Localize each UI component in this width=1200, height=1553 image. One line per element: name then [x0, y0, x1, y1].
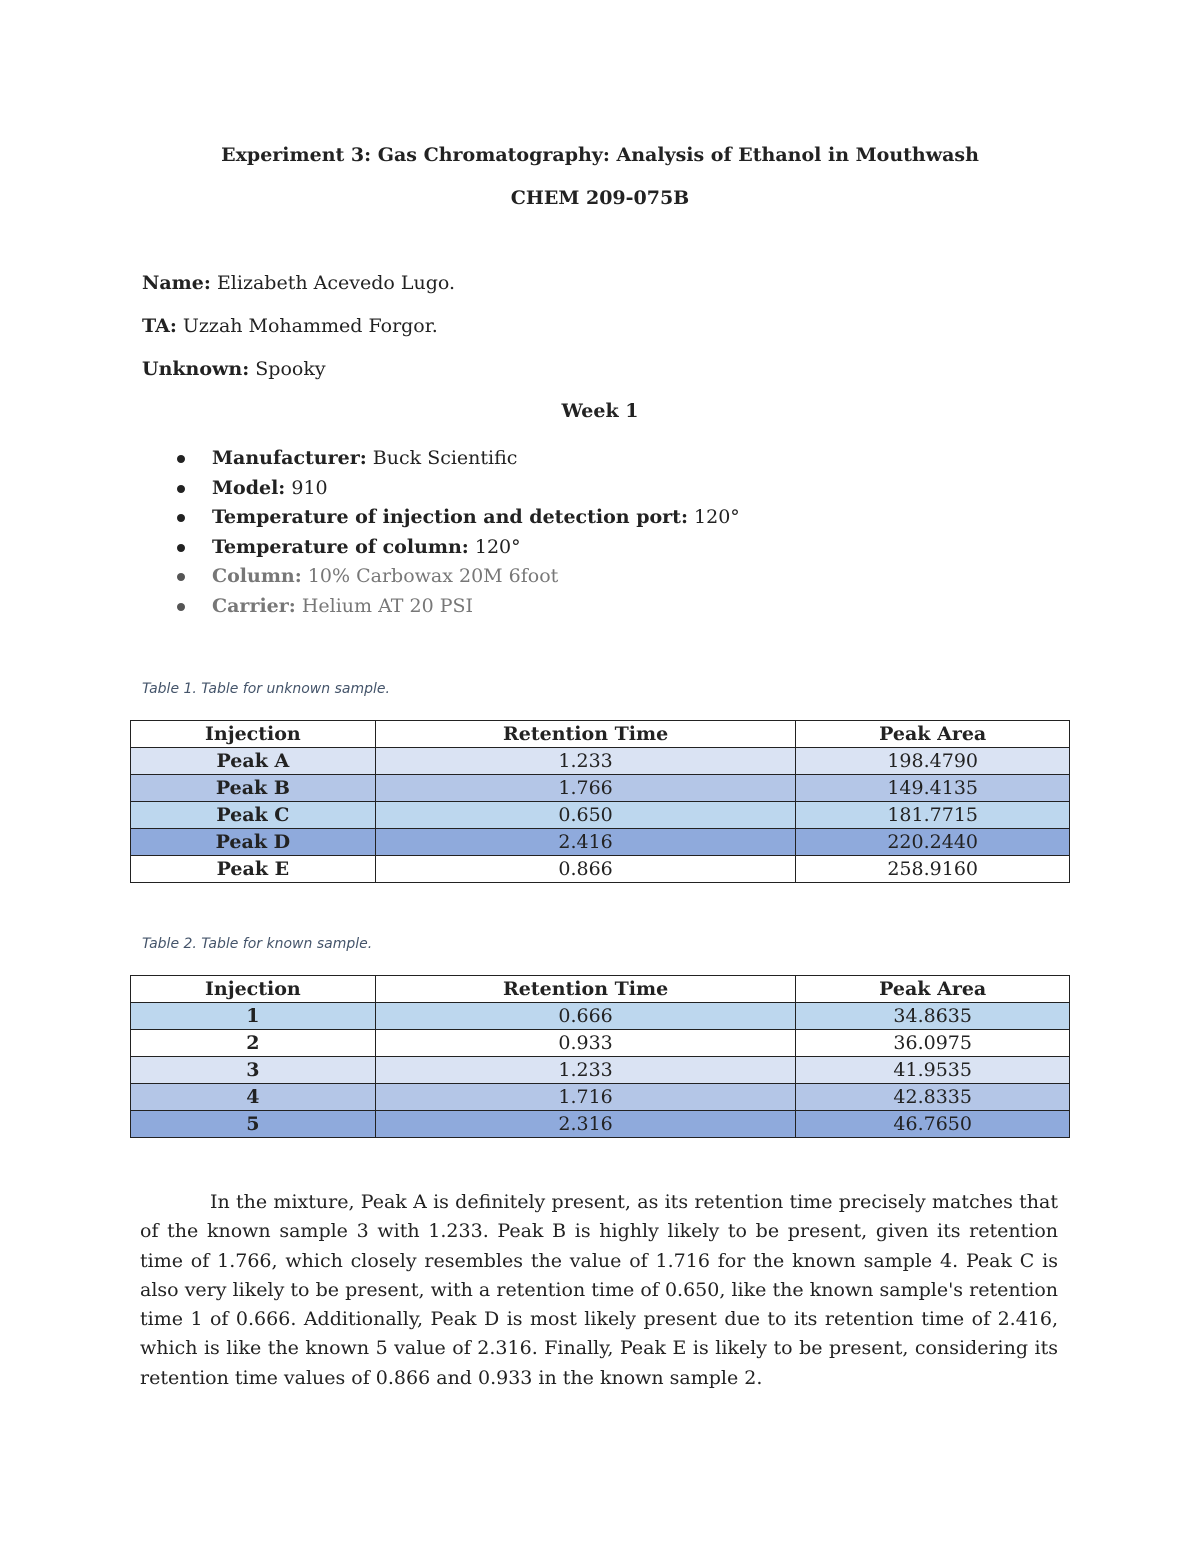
- table-row: [131, 1003, 1070, 1030]
- bullet-icon: [177, 485, 185, 493]
- course-code: CHEM 209-075B: [510, 187, 690, 209]
- table1-caption: Table 1. Table for unknown sample.: [142, 681, 390, 697]
- ta-field: [142, 315, 438, 337]
- unknown-label: Unknown:: [142, 358, 250, 380]
- retention-time-cell: 1.716: [375, 1084, 796, 1111]
- retention-time-cell: 1.233: [375, 1057, 796, 1084]
- bullet-icon: [177, 544, 185, 552]
- discussion-paragraph: [140, 1188, 1058, 1393]
- ta-label: TA:: [142, 315, 177, 337]
- injection-cell: 5: [131, 1111, 376, 1138]
- peak-area-cell: 36.0975: [796, 1030, 1070, 1057]
- column-header: Peak Area: [796, 976, 1070, 1003]
- injection-cell: 2: [131, 1030, 376, 1057]
- document-title: Experiment 3: Gas Chromatography: Analysis of Ethanol in Mouthwash: [221, 144, 979, 166]
- spec-item: [170, 533, 740, 563]
- peak-area-cell: 34.8635: [796, 1003, 1070, 1030]
- name-field: [142, 272, 455, 294]
- spec-label: Carrier:: [212, 594, 296, 617]
- retention-time-cell: 1.766: [375, 775, 796, 802]
- peak-area-cell: 258.9160: [796, 856, 1070, 883]
- table2-caption: Table 2. Table for known sample.: [142, 936, 373, 952]
- spec-value: 10% Carbowax 20M 6foot: [307, 565, 559, 587]
- spec-label: Model:: [212, 476, 286, 499]
- injection-cell: 3: [131, 1057, 376, 1084]
- column-header: Peak Area: [796, 721, 1070, 748]
- injection-cell: 4: [131, 1084, 376, 1111]
- bullet-icon: [177, 514, 185, 522]
- unknown-value: Spooky: [255, 358, 326, 380]
- table-row: [131, 748, 1070, 775]
- table-row: [131, 1057, 1070, 1084]
- table-row: [131, 802, 1070, 829]
- retention-time-cell: 0.650: [375, 802, 796, 829]
- spec-item: [170, 474, 740, 504]
- spec-value: Buck Scientific: [372, 447, 518, 469]
- name-value: Elizabeth Acevedo Lugo.: [216, 272, 456, 294]
- spec-item: [170, 444, 740, 474]
- bullet-icon: [177, 603, 185, 611]
- table-row: [131, 829, 1070, 856]
- spec-value: 910: [291, 476, 328, 499]
- table-row: [131, 775, 1070, 802]
- spec-value: 120°: [474, 535, 521, 558]
- injection-cell: 1: [131, 1003, 376, 1030]
- peak-area-cell: 149.4135: [796, 775, 1070, 802]
- spec-label: Column:: [212, 565, 302, 587]
- spec-label: Temperature of column:: [212, 535, 469, 558]
- table-row: [131, 1111, 1070, 1138]
- known-sample-table: [130, 975, 1070, 1138]
- bullet-icon: [177, 455, 185, 463]
- column-header: Injection: [131, 721, 376, 748]
- peak-area-cell: 220.2440: [796, 829, 1070, 856]
- spec-item: [170, 503, 740, 533]
- bullet-icon: [177, 573, 185, 581]
- injection-cell: Peak E: [131, 856, 376, 883]
- spec-value: 120°: [694, 506, 740, 528]
- retention-time-cell: 1.233: [375, 748, 796, 775]
- peak-area-cell: 181.7715: [796, 802, 1070, 829]
- week-heading: Week 1: [561, 400, 639, 422]
- table-header-row: [131, 976, 1070, 1003]
- injection-cell: Peak A: [131, 748, 376, 775]
- spec-label: Temperature of injection and detection port:: [212, 506, 688, 528]
- peak-area-cell: 198.4790: [796, 748, 1070, 775]
- column-header: Retention Time: [375, 976, 796, 1003]
- retention-time-cell: 0.666: [375, 1003, 796, 1030]
- spec-value: Helium AT 20 PSI: [301, 594, 474, 617]
- peak-area-cell: 42.8335: [796, 1084, 1070, 1111]
- retention-time-cell: 2.416: [375, 829, 796, 856]
- unknown-sample-table: [130, 720, 1070, 883]
- column-header: Retention Time: [375, 721, 796, 748]
- name-label: Name:: [142, 272, 211, 294]
- peak-area-cell: 41.9535: [796, 1057, 1070, 1084]
- peak-area-cell: 46.7650: [796, 1111, 1070, 1138]
- paragraph-text: In the mixture, Peak A is definitely present, as its retention time precisely matches that of the known sample 3 with 1.233. Peak B is highly likely to be present, given its retention time of 1.766, which closely resembles the value of 1.716 for the known sample 4. Peak C is also very likely to be present, with a retention time of 0.650, like the known sample's retention time 1 of 0.666. Additionally, Peak D is most likely present due to its retention time of 2.416, which is like the known 5 value of 2.316. Finally, Peak E is likely to be present, considering its retention time values of 0.866 and 0.933 in the known sample 2.: [140, 1191, 1058, 1389]
- injection-cell: Peak D: [131, 829, 376, 856]
- instrument-specs-list: [170, 444, 740, 621]
- ta-value: Uzzah Mohammed Forgor.: [182, 315, 438, 337]
- table-row: [131, 1084, 1070, 1111]
- unknown-field: [142, 358, 326, 380]
- spec-label: Manufacturer:: [212, 447, 367, 469]
- column-header: Injection: [131, 976, 376, 1003]
- spec-item: [170, 562, 740, 592]
- spec-item: [170, 592, 740, 622]
- retention-time-cell: 0.933: [375, 1030, 796, 1057]
- table-row: [131, 1030, 1070, 1057]
- injection-cell: Peak B: [131, 775, 376, 802]
- retention-time-cell: 2.316: [375, 1111, 796, 1138]
- injection-cell: Peak C: [131, 802, 376, 829]
- retention-time-cell: 0.866: [375, 856, 796, 883]
- table-header-row: [131, 721, 1070, 748]
- table-row: [131, 856, 1070, 883]
